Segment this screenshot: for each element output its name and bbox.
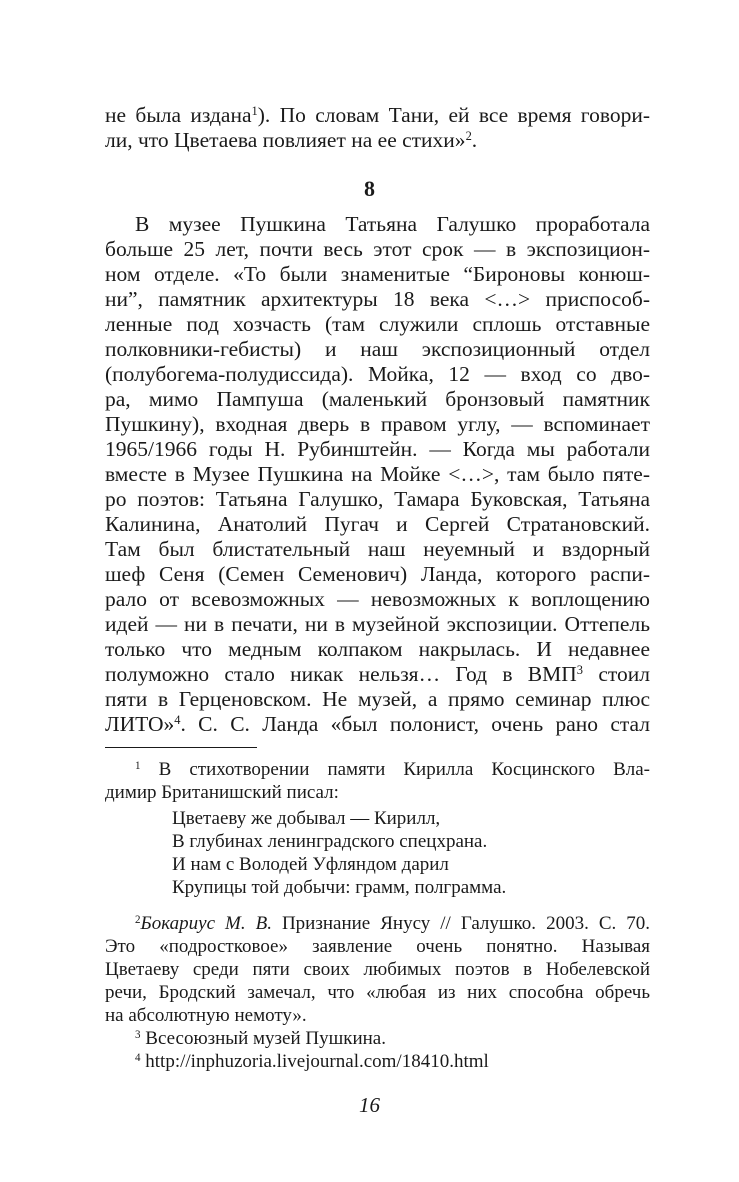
footnote-2-cont: речи, Бродский замечал, что «любая из них способна обречь — [105, 982, 650, 1003]
text-line: ли, что Цветаева повлияет на ее стихи»$^2$. — [105, 128, 478, 152]
text-line: не была издана$^1$). По словам Тани, ей все время говори- — [105, 103, 650, 127]
text-line: (полубогема-полудиссида). Мойка, 12 — вход со дво- — [105, 362, 650, 386]
text-line: только что медным колпаком накрылась. И недавнее — [105, 637, 650, 661]
text-line: ЛИТО»$^4$. С. С. Ланда «был полонист, очень рано стал — [105, 712, 650, 736]
text-line: ном отделе. «То были знаменитые “Бироновы конюш- — [105, 262, 650, 286]
text-line: пяти в Герценовском. Не музей, а прямо семинар плюс — [105, 687, 650, 711]
text-line: Калинина, Анатолий Пугач и Сергей Стратановский. — [105, 512, 650, 536]
text-line: ро поэтов: Татьяна Галушко, Тамара Буковская, Татьяна — [105, 487, 650, 511]
page-number: 16 — [359, 1093, 380, 1117]
text-line: Там был блистательный наш неуемный и вздорный — [105, 537, 650, 561]
text-line: ленные под хозчасть (там служили сплошь отставные — [105, 312, 650, 336]
footnote-3: $^3$ Всесоюзный музей Пушкина. — [135, 1028, 386, 1049]
text-line: 1965/1966 годы Н. Рубинштейн. — Когда мы работали — [105, 437, 650, 461]
verse-line: Цветаеву же добывал — Кирилл, — [172, 808, 441, 829]
verse-line: И нам с Володей Уфляндом дарил — [172, 854, 449, 875]
text-line: ра, мимо Пампуша (маленький бронзовый памятник — [105, 387, 650, 411]
footnote-2-cont: на абсолютную немоту». — [105, 1005, 307, 1026]
text-line: больше 25 лет, почти весь этот срок — в экспозицион- — [105, 237, 650, 261]
footnote-4: $^4$ http://inphuzoria.livejournal.com/18410.html — [135, 1051, 489, 1072]
text-line: Пушкину), входная дверь в правом углу, — вспоминает — [105, 412, 650, 436]
footnote-divider — [105, 747, 257, 748]
footnote-2: $^2$Бокариус М. В. Признание Янусу // Галушко. 2003. С. 70. — [135, 913, 650, 934]
text-line: В музее Пушкина Татьяна Галушко проработала — [135, 212, 650, 236]
section-heading: 8 — [364, 176, 375, 201]
text-line: ни”, памятник архитектуры 18 века <…> приспособ- — [105, 287, 650, 311]
text-line: полковники-гебисты) и наш экспозиционный отдел — [105, 337, 650, 361]
text-line: шеф Сеня (Семен Семенович) Ланда, которого распи- — [105, 562, 650, 586]
footnote-link[interactable]: http://inphuzoria.livejournal.com/18410.html — [140, 1051, 489, 1072]
footnote-2-cont: Это «подростковое» заявление очень понятно. Называя — [105, 936, 650, 957]
footnote-ref[interactable]: 3 — [576, 663, 584, 678]
footnote-ref[interactable]: 1 — [251, 104, 258, 119]
verse-line: Крупицы той добычи: грамм, полграмма. — [172, 877, 507, 898]
text-line: рало от всевозможных — невозможных к воплощению — [105, 587, 650, 611]
footnote-2-cont: Цветаеву среди пяти своих любимых поэтов в Нобелевской — [105, 959, 650, 980]
footnote-1-cont: димир Британишский писал: — [105, 782, 339, 803]
footnote-ref[interactable]: 2 — [465, 129, 472, 144]
text-line: полуможно стало никак нельзя… Год в ВМП$^3$ стоил — [105, 662, 650, 686]
verse-line: В глубинах ленинградского спецхрана. — [172, 831, 488, 852]
text-line: идей — ни в печати, ни в музейной экспозиции. Оттепель — [105, 612, 650, 636]
text-line: вместе в Музее Пушкина на Мойке <…>, там было пяте- — [105, 462, 650, 486]
footnote-ref[interactable]: 4 — [174, 713, 181, 728]
footnote-1: $^1$ В стихотворении памяти Кирилла Косцинского Вла- — [135, 759, 650, 780]
